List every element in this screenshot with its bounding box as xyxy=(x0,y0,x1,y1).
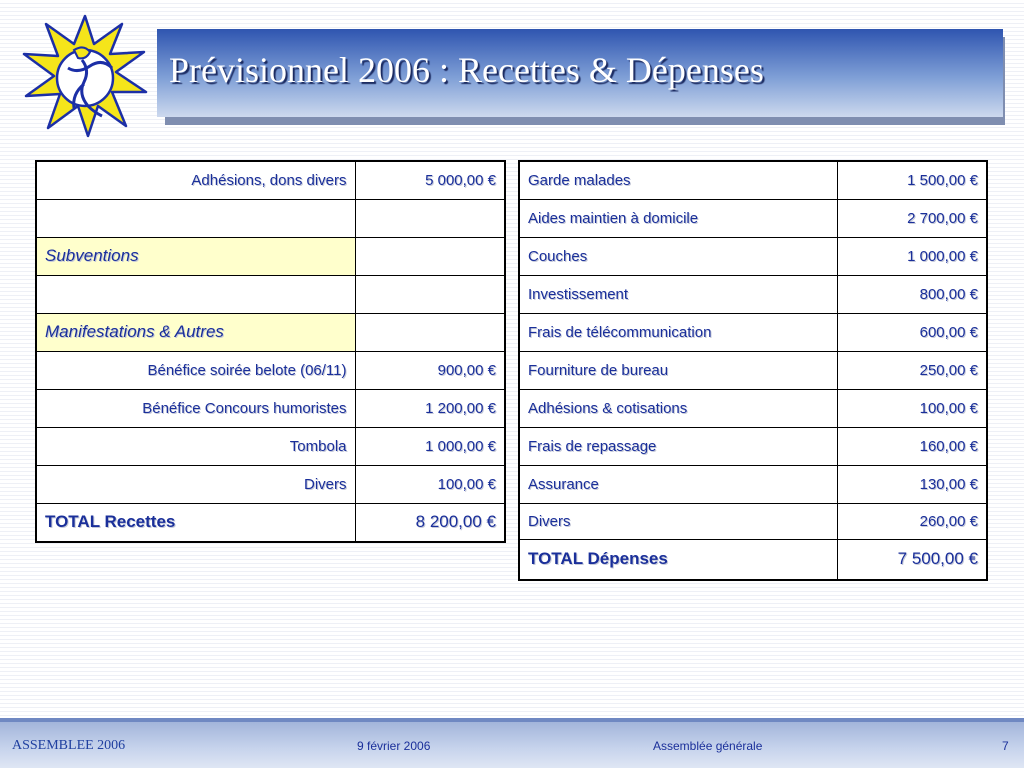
table-row xyxy=(36,199,505,237)
recette-value xyxy=(355,237,505,275)
depense-label: Aides maintien à domicile xyxy=(519,199,837,237)
depense-label: Frais de repassage xyxy=(519,427,837,465)
table-row xyxy=(36,465,505,503)
recette-value: 900,00 € xyxy=(355,351,505,389)
recette-value: 1 000,00 € xyxy=(355,427,505,465)
recette-label: Bénéfice Concours humoristes xyxy=(36,389,355,427)
depense-label: Frais de télécommunication xyxy=(519,313,837,351)
table-row xyxy=(36,427,505,465)
recette-label: Tombola xyxy=(36,427,355,465)
recette-value: 5 000,00 € xyxy=(355,161,505,199)
depense-value: 800,00 € xyxy=(837,275,987,313)
title-banner xyxy=(157,29,1003,117)
depense-label: Fourniture de bureau xyxy=(519,351,837,389)
footer-meeting: Assemblée générale xyxy=(653,739,763,753)
total-depenses-label: TOTAL Dépenses xyxy=(519,539,837,580)
depenses-table xyxy=(518,160,988,581)
recette-label xyxy=(36,275,355,313)
page-title: Prévisionnel 2006 : Recettes & Dépenses xyxy=(169,50,764,90)
depense-value: 130,00 € xyxy=(837,465,987,503)
table-row xyxy=(36,161,505,199)
table-row xyxy=(519,313,987,351)
table-row xyxy=(519,237,987,275)
depense-value: 1 500,00 € xyxy=(837,161,987,199)
footer-date: 9 février 2006 xyxy=(357,739,431,753)
table-row xyxy=(519,275,987,313)
recette-label: Adhésions, dons divers xyxy=(36,161,355,199)
section-heading-subventions: Subventions xyxy=(36,237,355,275)
depense-value: 160,00 € xyxy=(837,427,987,465)
recette-value xyxy=(355,313,505,351)
table-row xyxy=(519,199,987,237)
depense-label: Divers xyxy=(519,503,837,539)
total-row xyxy=(519,539,987,580)
sun-figure-logo-icon xyxy=(22,14,148,138)
footer-event: ASSEMBLEE 2006 xyxy=(12,738,126,753)
footer-band xyxy=(0,718,1024,768)
depense-value: 100,00 € xyxy=(837,389,987,427)
recette-label: Bénéfice soirée belote (06/11) xyxy=(36,351,355,389)
recette-value: 1 200,00 € xyxy=(355,389,505,427)
table-row xyxy=(519,503,987,539)
depense-value: 1 000,00 € xyxy=(837,237,987,275)
depense-value: 600,00 € xyxy=(837,313,987,351)
table-row xyxy=(519,351,987,389)
total-depenses-value: 7 500,00 € xyxy=(837,539,987,580)
depense-value: 250,00 € xyxy=(837,351,987,389)
depense-label: Couches xyxy=(519,237,837,275)
recette-label xyxy=(36,199,355,237)
table-row xyxy=(519,465,987,503)
depense-label: Investissement xyxy=(519,275,837,313)
table-row xyxy=(36,313,505,351)
footer-divider xyxy=(0,718,1024,722)
depense-value: 260,00 € xyxy=(837,503,987,539)
total-recettes-value: 8 200,00 € xyxy=(355,503,505,542)
footer-page-number: 7 xyxy=(1002,739,1009,753)
recettes-table xyxy=(35,160,506,543)
recette-value xyxy=(355,275,505,313)
recette-value: 100,00 € xyxy=(355,465,505,503)
depense-label: Assurance xyxy=(519,465,837,503)
recette-value xyxy=(355,199,505,237)
table-row xyxy=(519,427,987,465)
section-heading-manifestations: Manifestations & Autres xyxy=(36,313,355,351)
table-row xyxy=(36,351,505,389)
table-row xyxy=(519,389,987,427)
depense-value: 2 700,00 € xyxy=(837,199,987,237)
recette-label: Divers xyxy=(36,465,355,503)
table-row xyxy=(36,275,505,313)
total-recettes-label: TOTAL Recettes xyxy=(36,503,355,542)
depense-label: Garde malades xyxy=(519,161,837,199)
table-row xyxy=(519,161,987,199)
table-row xyxy=(36,237,505,275)
depense-label: Adhésions & cotisations xyxy=(519,389,837,427)
table-row xyxy=(36,389,505,427)
total-row xyxy=(36,503,505,542)
